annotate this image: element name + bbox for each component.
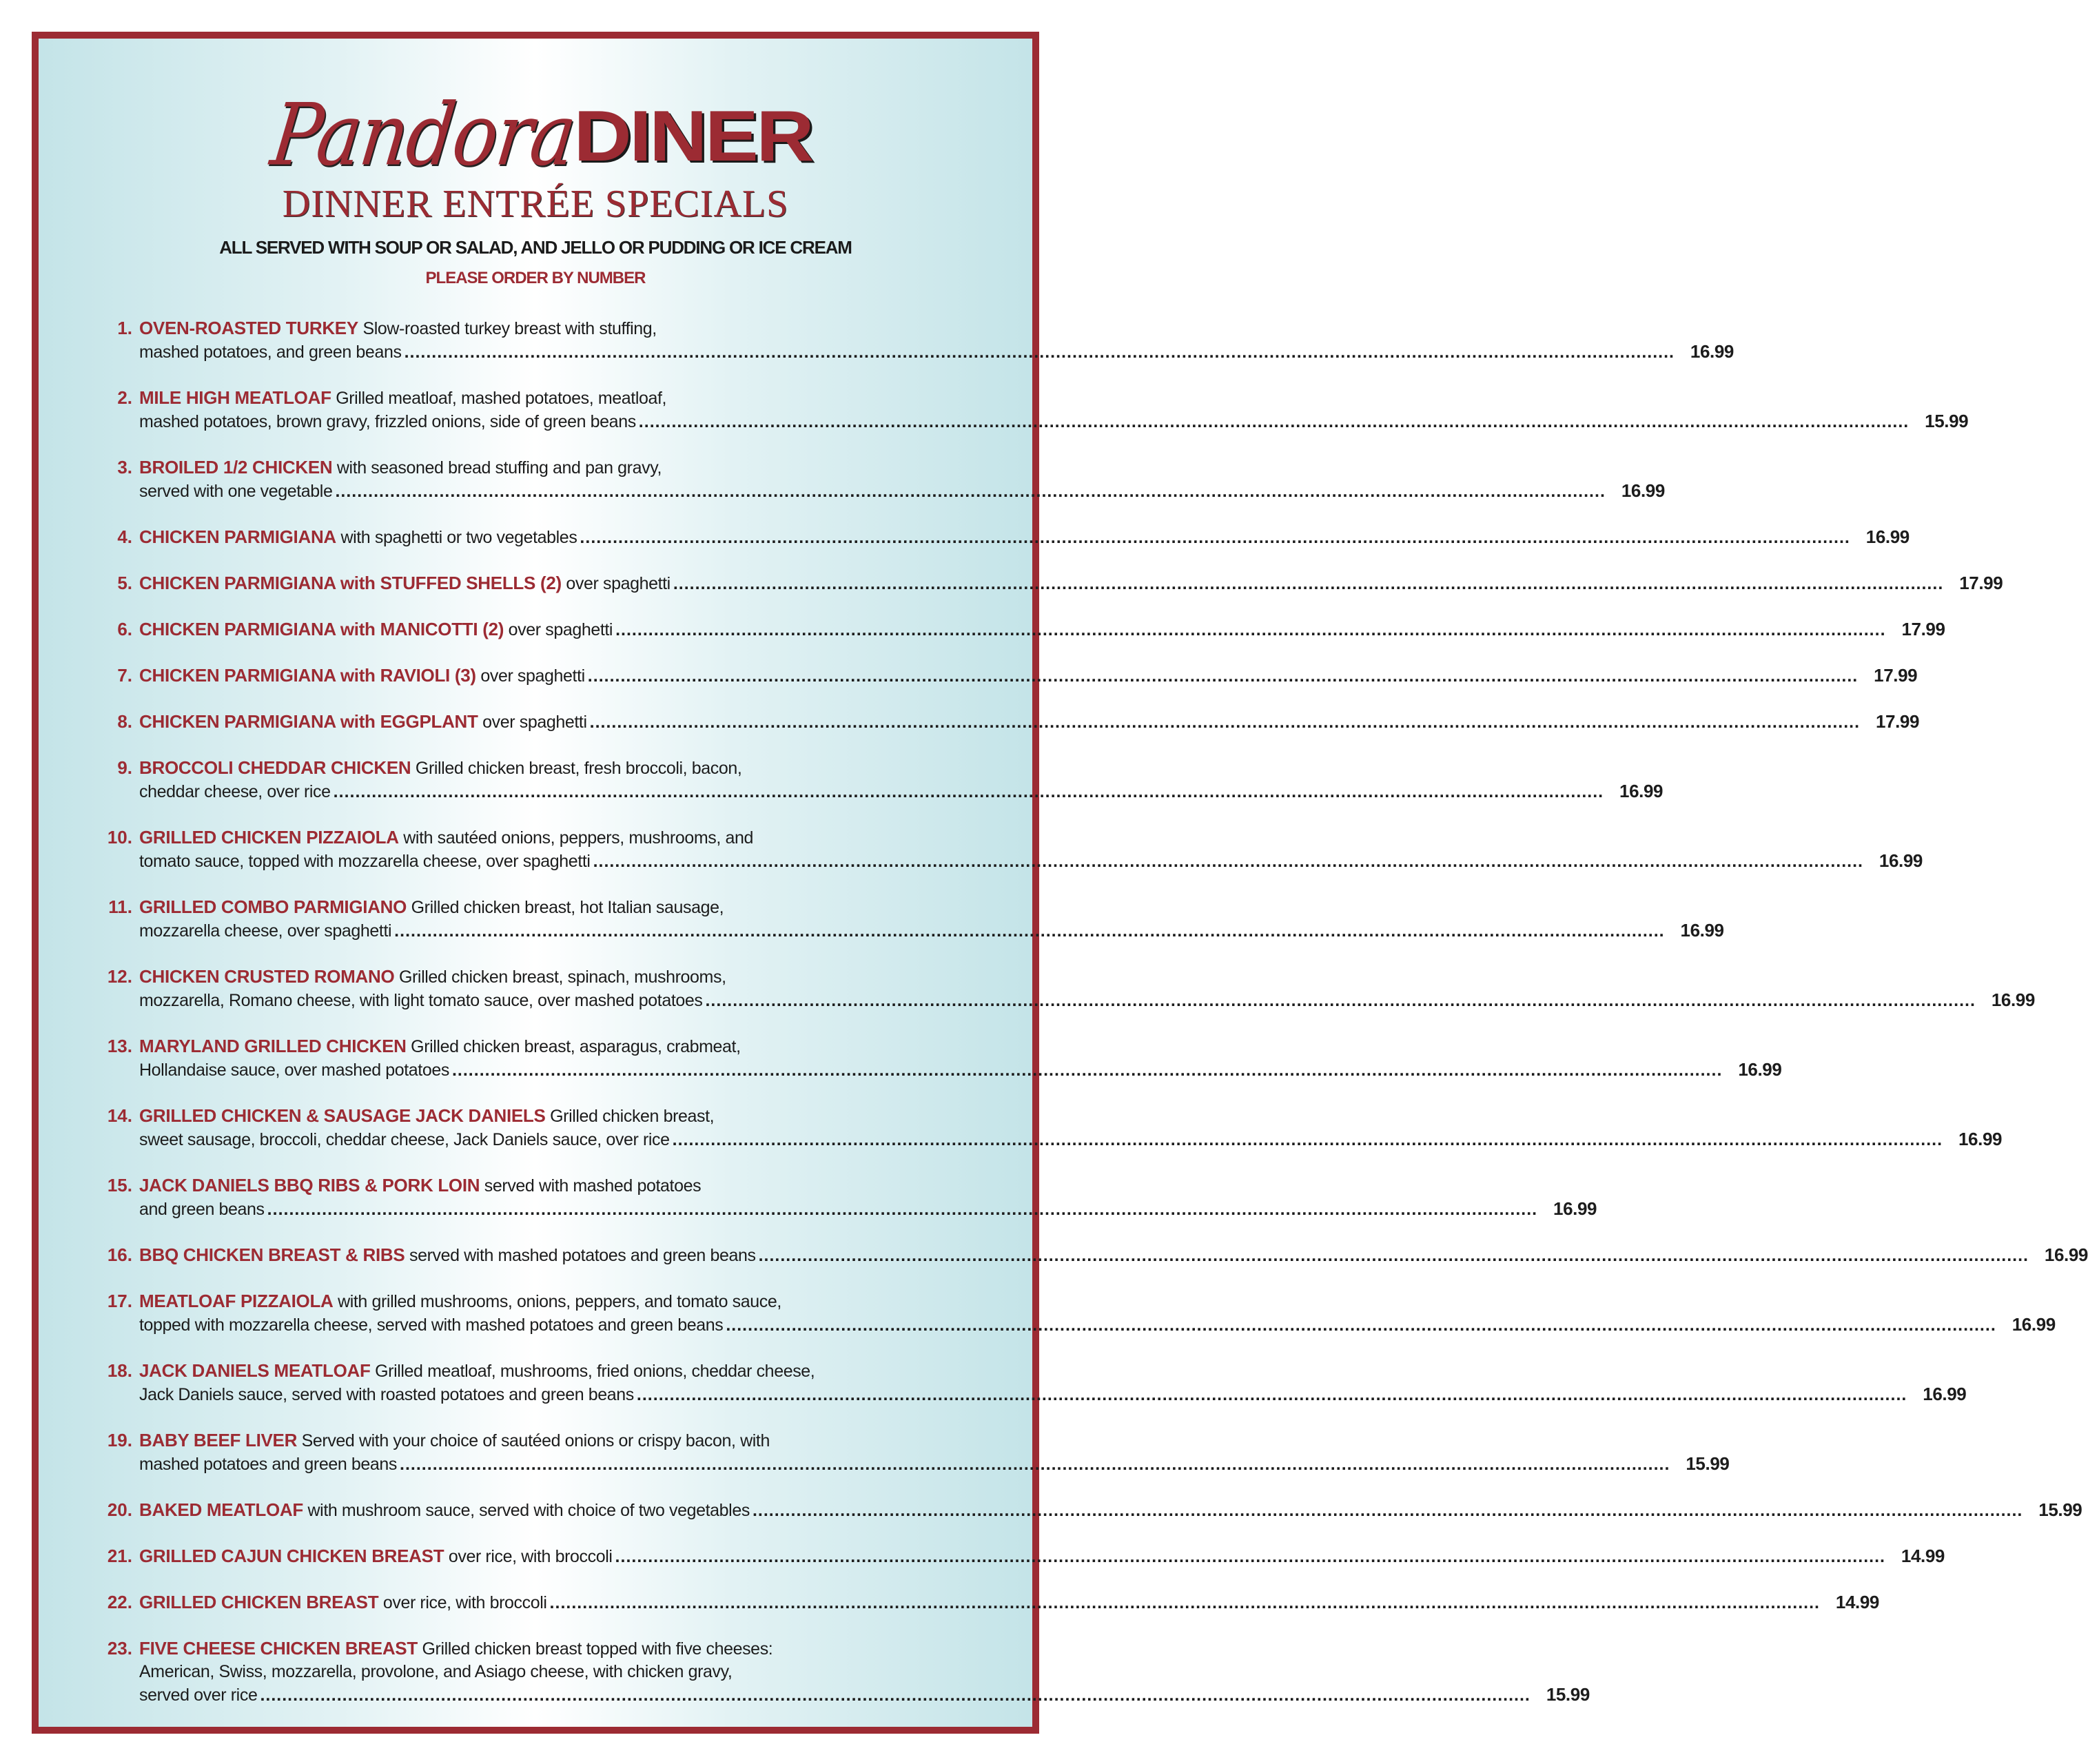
item-price-line (139, 1383, 1966, 1406)
item-description: mashed potatoes, and green beans (139, 342, 402, 362)
item-description: topped with mozzarella cheese, served with mashed potatoes and green beans (139, 1315, 724, 1335)
item-name: BABY BEEF LIVER (139, 1430, 298, 1450)
item-price: 14.99 (1835, 1592, 1879, 1612)
item-number: 19. (107, 1430, 132, 1450)
item-name: GRILLED CHICKEN & SAUSAGE JACK DANIELS (139, 1105, 546, 1126)
item-description-line (139, 826, 1923, 850)
item-price-line (139, 1453, 1729, 1476)
item-price-line (139, 710, 1919, 734)
item-description-line (139, 1290, 2056, 1313)
dot-leader (639, 411, 1909, 433)
item-name: GRILLED CHICKEN BREAST (139, 1592, 379, 1612)
item-description-line (139, 1360, 1966, 1383)
dot-leader (726, 1314, 1996, 1337)
menu-item (90, 572, 2003, 595)
served-with-note: ALL SERVED WITH SOUP OR SALAD, AND JELLO OR PUDDING OR ICE CREAM (219, 237, 852, 258)
item-description-line (139, 456, 1665, 480)
item-description (139, 1499, 750, 1522)
item-description (139, 572, 671, 595)
dot-leader (580, 526, 1850, 549)
item-description: Grilled chicken breast, asparagus, crabmeat, (411, 1037, 741, 1056)
item-body (139, 387, 1968, 433)
item-name: FIVE CHEESE CHICKEN BREAST (139, 1638, 418, 1659)
item-description: over rice, with broccoli (382, 1593, 547, 1612)
item-description (139, 1545, 613, 1568)
item-price: 17.99 (1901, 619, 1945, 639)
menu-item (90, 1499, 2082, 1522)
item-price: 17.99 (1959, 573, 2003, 593)
item-description (139, 664, 585, 688)
item-description-line (139, 1174, 1597, 1198)
item-number: 8. (117, 711, 132, 732)
item-description-line (139, 1105, 2002, 1128)
menu-item (90, 1360, 1967, 1406)
item-price: 15.99 (1546, 1684, 1590, 1705)
item-number: 17. (107, 1291, 132, 1311)
item-name: JACK DANIELS MEATLOAF (139, 1360, 371, 1381)
item-description: mashed potatoes, brown gravy, frizzled onions, side of green beans (139, 412, 636, 431)
menu-item (90, 1545, 1945, 1568)
logo-block-text: DINER (573, 96, 812, 176)
item-description: over spaghetti (508, 620, 613, 639)
item-price-line (139, 340, 1734, 364)
dot-leader (615, 1546, 1885, 1568)
item-description (139, 1591, 547, 1614)
item-price-line (139, 1591, 1879, 1614)
item-name: JACK DANIELS BBQ RIBS & PORK LOIN (139, 1175, 480, 1196)
item-number: 7. (117, 665, 132, 686)
item-price-line (139, 780, 1663, 803)
item-description: with grilled mushrooms, onions, peppers, and tomato sauce, (338, 1292, 781, 1311)
item-body (139, 1637, 1590, 1707)
item-price-line (139, 989, 2035, 1012)
item-name: GRILLED COMBO PARMIGIANO (139, 896, 407, 917)
item-name: MILE HIGH MEATLOAF (139, 387, 331, 408)
item-price-line (139, 1244, 2088, 1267)
item-description-line (139, 387, 1968, 410)
item-body (139, 317, 1734, 364)
item-description: served over rice (139, 1685, 258, 1705)
item-body (139, 1429, 1729, 1476)
item-number: 6. (117, 619, 132, 639)
item-description-line (139, 1429, 1729, 1453)
item-description: Grilled chicken breast, (550, 1107, 715, 1126)
item-description (139, 710, 587, 734)
item-description: with spaghetti or two vegetables (340, 528, 577, 547)
item-description-line (139, 896, 1724, 919)
item-price-line (139, 1198, 1597, 1221)
item-name: CHICKEN PARMIGIANA with EGGPLANT (139, 711, 478, 732)
item-price: 16.99 (1621, 480, 1665, 501)
item-description: sweet sausage, broccoli, cheddar cheese, Jack Daniels sauce, over rice (139, 1130, 670, 1149)
item-description: served with one vegetable (139, 482, 333, 501)
item-description: Slow-roasted turkey breast with stuffing, (362, 319, 657, 338)
dot-leader (593, 850, 1863, 873)
item-price: 15.99 (1686, 1453, 1730, 1474)
item-price-line (139, 1683, 1590, 1707)
item-name: CHICKEN PARMIGIANA with RAVIOLI (3) (139, 665, 476, 686)
item-body (139, 1499, 2082, 1522)
item-price: 16.99 (1923, 1384, 1967, 1404)
menu-list (90, 317, 2088, 1730)
item-description: cheddar cheese, over rice (139, 782, 331, 801)
item-description: with seasoned bread stuffing and pan gravy, (336, 458, 662, 478)
menu-item (90, 896, 1724, 943)
item-body (139, 1360, 1966, 1406)
dot-leader (394, 920, 1664, 943)
item-price-line (139, 1499, 2082, 1522)
item-number: 23. (107, 1638, 132, 1659)
dot-leader (260, 1684, 1530, 1707)
item-name: OVEN-ROASTED TURKEY (139, 318, 358, 338)
dot-leader (590, 711, 1860, 734)
item-price-line (139, 410, 1968, 433)
item-description: with sautéed onions, peppers, mushrooms, and (403, 828, 753, 848)
menu-item (90, 826, 1923, 873)
item-name: MEATLOAF PIZZAIOLA (139, 1291, 334, 1311)
item-price: 16.99 (1553, 1198, 1597, 1219)
item-number: 16. (107, 1244, 132, 1265)
item-description: Hollandaise sauce, over mashed potatoes (139, 1060, 449, 1080)
item-description: Grilled meatloaf, mushrooms, fried onions, cheddar cheese, (375, 1362, 815, 1381)
menu-item (90, 1244, 2088, 1267)
item-name: BROCCOLI CHEDDAR CHICKEN (139, 757, 411, 778)
item-body (139, 896, 1724, 943)
item-body (139, 1290, 2056, 1337)
menu-item (90, 317, 1734, 364)
page-title: DINNER ENTRÉE SPECIALS (282, 183, 789, 225)
menu-item (90, 387, 1969, 433)
item-number: 20. (107, 1499, 132, 1520)
item-body (139, 526, 1910, 549)
menu-frame (32, 32, 2088, 1734)
item-description-line (139, 317, 1734, 340)
item-description-line (139, 1637, 1590, 1661)
item-body (139, 618, 1945, 642)
menu-item (90, 1105, 2003, 1151)
item-body (139, 1545, 1945, 1568)
dot-leader (405, 341, 1675, 364)
menu-item (90, 1637, 1590, 1707)
item-body (139, 1591, 1879, 1614)
menu-item (90, 757, 1664, 803)
item-number: 3. (117, 457, 132, 478)
item-price: 16.99 (1958, 1129, 2003, 1149)
item-name: CHICKEN CRUSTED ROMANO (139, 966, 395, 987)
menu-item (90, 664, 1918, 688)
item-body (139, 965, 2035, 1012)
restaurant-logo (39, 85, 1032, 185)
item-price: 16.99 (1991, 989, 2035, 1010)
dot-leader (550, 1592, 1820, 1614)
menu-item (90, 1290, 2056, 1337)
item-body (139, 572, 2003, 595)
item-price: 15.99 (2038, 1499, 2082, 1520)
item-description-line (139, 1661, 1590, 1683)
item-price: 16.99 (1690, 341, 1734, 362)
menu-item (90, 1591, 1879, 1614)
item-body (139, 757, 1663, 803)
item-price: 17.99 (1874, 665, 1918, 686)
item-description: over rice, with broccoli (448, 1547, 613, 1566)
item-number: 11. (108, 896, 132, 917)
item-number: 15. (107, 1175, 132, 1196)
item-description: Grilled chicken breast, fresh broccoli, bacon, (415, 759, 742, 778)
dot-leader (452, 1059, 1722, 1082)
dot-leader (615, 619, 1885, 642)
item-description: tomato sauce, topped with mozzarella cheese, over spaghetti (139, 852, 591, 871)
item-description (139, 618, 613, 642)
item-price: 16.99 (1865, 526, 1910, 547)
item-number: 9. (117, 757, 132, 778)
item-price-line (139, 850, 1923, 873)
menu-item (90, 526, 1910, 549)
item-description (139, 1244, 756, 1267)
item-price-line (139, 618, 1945, 642)
item-description: mozzarella, Romano cheese, with light tomato sauce, over mashed potatoes (139, 991, 703, 1010)
order-note: PLEASE ORDER BY NUMBER (425, 269, 646, 287)
item-price: 14.99 (1901, 1546, 1945, 1566)
item-description: mozzarella cheese, over spaghetti (139, 921, 392, 941)
item-name: GRILLED CHICKEN PIZZAIOLA (139, 827, 399, 848)
item-name: BAKED MEATLOAF (139, 1499, 303, 1520)
dot-leader (637, 1384, 1907, 1406)
item-body (139, 456, 1665, 503)
item-description: Grilled chicken breast, spinach, mushrooms, (398, 967, 726, 987)
item-price: 16.99 (1738, 1059, 1782, 1080)
item-description-line (139, 1035, 1781, 1058)
item-description (139, 526, 577, 549)
item-name: MARYLAND GRILLED CHICKEN (139, 1036, 407, 1056)
item-name: BROILED 1/2 CHICKEN (139, 457, 333, 478)
item-description: Jack Daniels sauce, served with roasted potatoes and green beans (139, 1385, 634, 1404)
item-name: CHICKEN PARMIGIANA with MANICOTTI (2) (139, 619, 504, 639)
dot-leader (759, 1244, 2029, 1267)
dot-leader (400, 1453, 1670, 1476)
item-price-line (139, 572, 2003, 595)
item-description: served with mashed potatoes and green beans (409, 1246, 756, 1265)
menu-item (90, 965, 2035, 1012)
item-number: 12. (107, 966, 132, 987)
item-description: mashed potatoes and green beans (139, 1455, 398, 1474)
dot-leader (673, 1129, 1943, 1151)
dot-leader (753, 1499, 2023, 1522)
item-price: 16.99 (1619, 781, 1664, 801)
item-description: Grilled chicken breast, hot Italian sausage, (411, 898, 724, 917)
item-price-line (139, 664, 1917, 688)
item-number: 5. (117, 573, 132, 593)
item-body (139, 664, 1917, 688)
dot-leader (705, 989, 1975, 1012)
item-name: BBQ CHICKEN BREAST & RIBS (139, 1244, 405, 1265)
item-number: 10. (107, 827, 132, 848)
menu-item (90, 1174, 1597, 1221)
item-price: 17.99 (1875, 711, 1920, 732)
item-description: over spaghetti (480, 666, 585, 686)
menu-item (90, 710, 1920, 734)
item-description: Served with your choice of sautéed onions or crispy bacon, with (301, 1431, 770, 1450)
item-number: 18. (107, 1360, 132, 1381)
menu-item (90, 1035, 1782, 1082)
item-price: 15.99 (1925, 411, 1969, 431)
menu-item (90, 456, 1665, 503)
item-price: 16.99 (1879, 850, 1923, 871)
dot-leader (588, 665, 1858, 688)
item-number: 1. (117, 318, 132, 338)
item-price: 16.99 (2044, 1244, 2088, 1265)
item-description-line (139, 965, 2035, 989)
item-description: Grilled chicken breast topped with five cheeses: (422, 1639, 773, 1659)
item-number: 22. (107, 1592, 132, 1612)
item-price-line (139, 480, 1665, 503)
item-body (139, 1174, 1597, 1221)
item-price: 16.99 (1680, 920, 1724, 941)
item-price-line (139, 1128, 2002, 1151)
logo-script-text: Pandora (265, 85, 580, 185)
item-price-line (139, 919, 1724, 943)
menu-item (90, 618, 1945, 642)
item-number: 4. (117, 526, 132, 547)
item-body (139, 710, 1919, 734)
item-description-line (139, 757, 1663, 780)
dot-leader (334, 781, 1604, 803)
item-description: over spaghetti (482, 712, 587, 732)
item-body (139, 1244, 2088, 1267)
item-price-line (139, 1313, 2056, 1337)
item-description: served with mashed potatoes (484, 1176, 702, 1196)
item-price-line (139, 1058, 1781, 1082)
item-name: CHICKEN PARMIGIANA with STUFFED SHELLS (2) (139, 573, 562, 593)
item-name: CHICKEN PARMIGIANA (139, 526, 336, 547)
item-number: 13. (107, 1036, 132, 1056)
item-number: 2. (117, 387, 132, 408)
item-description: over spaghetti (566, 574, 671, 593)
item-body (139, 1035, 1781, 1082)
dot-leader (673, 573, 1943, 595)
item-description: with mushroom sauce, served with choice of two vegetables (307, 1501, 750, 1520)
item-description: Grilled meatloaf, mashed potatoes, meatloaf, (336, 389, 667, 408)
item-name: GRILLED CAJUN CHICKEN BREAST (139, 1546, 444, 1566)
item-body (139, 1105, 2002, 1151)
menu-item (90, 1429, 1730, 1476)
dot-leader (267, 1198, 1537, 1221)
item-body (139, 826, 1923, 873)
item-number: 21. (107, 1546, 132, 1566)
item-price-line (139, 1545, 1945, 1568)
dot-leader (335, 480, 1605, 503)
item-price-line (139, 526, 1910, 549)
item-number: 14. (107, 1105, 132, 1126)
item-description: and green beans (139, 1200, 265, 1219)
item-price: 16.99 (2012, 1314, 2056, 1335)
item-description: American, Swiss, mozzarella, provolone, and Asiago cheese, with chicken gravy, (139, 1662, 733, 1681)
